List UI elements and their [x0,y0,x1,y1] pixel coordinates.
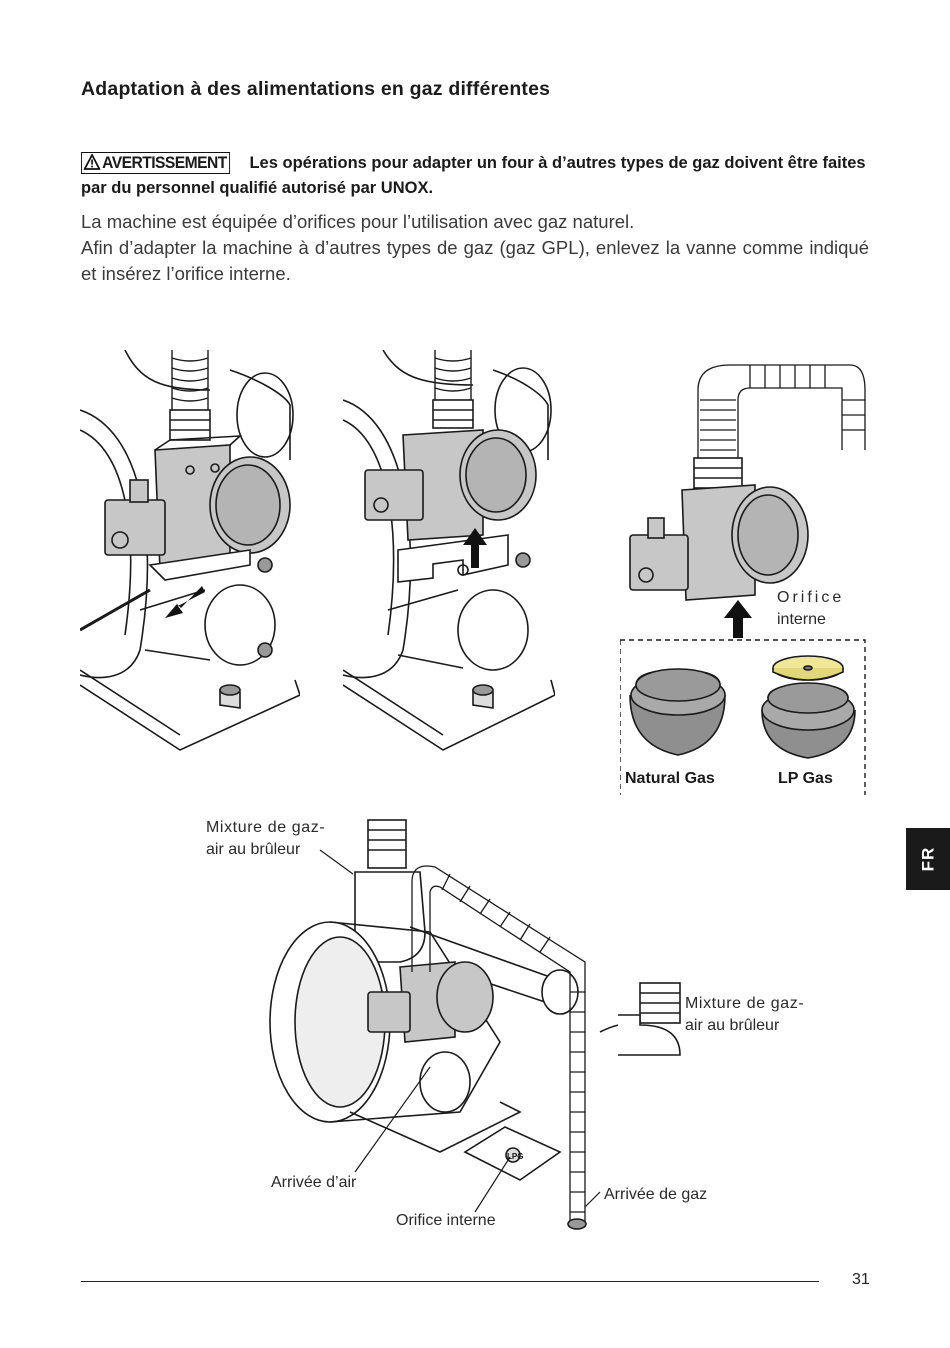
valve-removal-illustration [80,350,300,755]
warning-text: Les opérations pour adapter un four à d’autres types de gaz doivent être faites par du personnel qualifié autorisé par UNOX. [81,154,866,197]
mixture-right-line2: air au brûleur [685,1017,780,1034]
warning-badge [81,152,230,174]
page-title: Adaptation à des alimentations en gaz différentes [81,78,551,100]
intro-line-1: La machine est équipée d’orifices pour l’utilisation avec gaz naturel. [81,211,635,232]
arrow-icon [165,586,205,618]
orifice-label-line2: interne [777,611,826,628]
intro-line-2: Afin d’adapter la machine à d’autres types de gaz (gaz GPL), enlevez la vanne comme indiqué et insérez l’orifice interne. [81,237,869,284]
orifice-label-line1: Orifice [777,589,845,606]
right-elbow-fitting [610,975,690,1065]
mixture-left-line2: air au brûleur [206,841,301,858]
language-tab-label: FR [917,846,937,872]
gas-inlet-label: Arrivée de gaz [604,1186,708,1203]
valve-lifted-illustration [343,350,555,755]
lpg-tag: LPG [507,1152,524,1161]
mixture-left-line1: Mixture de gaz- [206,819,326,836]
footer-divider [81,1281,819,1282]
air-inlet-label: Arrivée d’air [271,1174,357,1191]
language-tab [906,828,950,890]
warning-badge-label: AVERTISSEMENT [102,153,227,172]
warning-block [81,151,871,201]
warning-triangle-icon [84,154,101,170]
intro-text [81,209,869,287]
natural-gas-label: Natural Gas [625,770,715,787]
orifice-comparison-illustration [620,350,870,800]
mixture-right-line1: Mixture de gaz- [685,995,805,1012]
orifice-interne-label: Orifice interne [396,1212,496,1229]
lp-gas-label: LP Gas [778,770,833,787]
page-number: 31 [852,1271,870,1288]
arrow-up-icon [724,600,752,638]
